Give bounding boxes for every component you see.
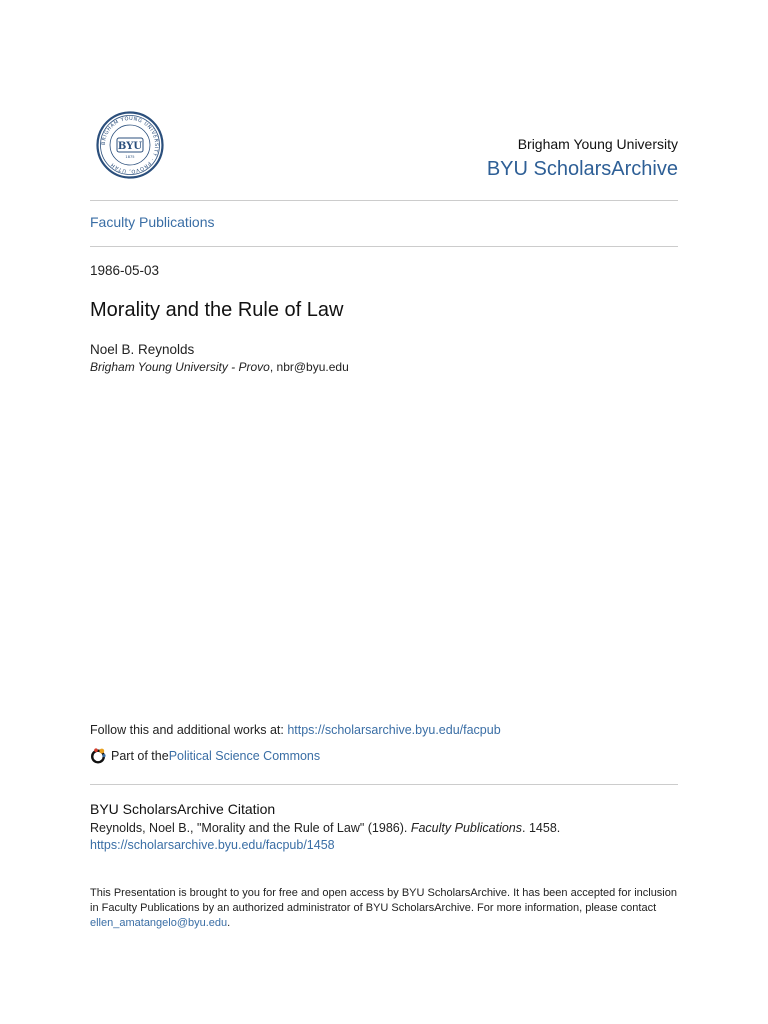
notice-text: This Presentation is brought to you for free and open access by BYU ScholarsArchive. It has been accepted for inclusion in Faculty Publications by an authorized administrator of BYU ScholarsArchive. For more information, please contact [90, 887, 677, 914]
author-name: Noel B. Reynolds [90, 342, 195, 357]
divider [90, 784, 678, 785]
seal-founded: 1875 [125, 155, 135, 159]
affiliation-institution: Brigham Young University - Provo [90, 360, 270, 374]
archive-name-link[interactable]: BYU ScholarsArchive [486, 158, 678, 180]
divider [90, 200, 678, 201]
citation-text-main: Reynolds, Noel B., "Morality and the Rule of Law" (1986). [90, 821, 411, 835]
notice-end: . [227, 917, 231, 929]
byu-seal-graphic [96, 111, 164, 179]
access-notice [90, 886, 680, 931]
part-of-line [90, 747, 320, 764]
document-title: Morality and the Rule of Law [90, 299, 344, 321]
publication-date: 1986-05-03 [90, 263, 160, 278]
author-affiliation [90, 360, 349, 374]
citation-number: . 1458. [522, 821, 561, 835]
commons-network-icon [90, 747, 107, 764]
citation-series: Faculty Publications [410, 821, 523, 835]
citation-url-link[interactable]: https://scholarsarchive.byu.edu/facpub/1458 [90, 838, 335, 852]
political-science-commons-link[interactable]: Political Science Commons [168, 748, 321, 763]
seal-ring-text: BRIGHAM YOUNG UNIVERSITY · PROVO, UTAH [100, 115, 160, 175]
byu-seal-logo [96, 111, 164, 179]
follow-line [90, 723, 501, 737]
series-link[interactable]: Faculty Publications [90, 214, 215, 230]
institution-name: Brigham Young University [517, 136, 678, 152]
part-of-prefix: Part of the [111, 748, 169, 763]
citation-heading: BYU ScholarsArchive Citation [90, 801, 276, 817]
contact-email-link[interactable]: ellen_amatangelo@byu.edu [90, 917, 228, 929]
follow-prefix: Follow this and additional works at: [90, 723, 288, 737]
author-email: , nbr@byu.edu [269, 360, 349, 374]
follow-url-link[interactable]: https://scholarsarchive.byu.edu/facpub [287, 723, 501, 737]
citation-text [90, 821, 560, 835]
divider [90, 246, 678, 247]
seal-text: BYU [117, 141, 143, 152]
